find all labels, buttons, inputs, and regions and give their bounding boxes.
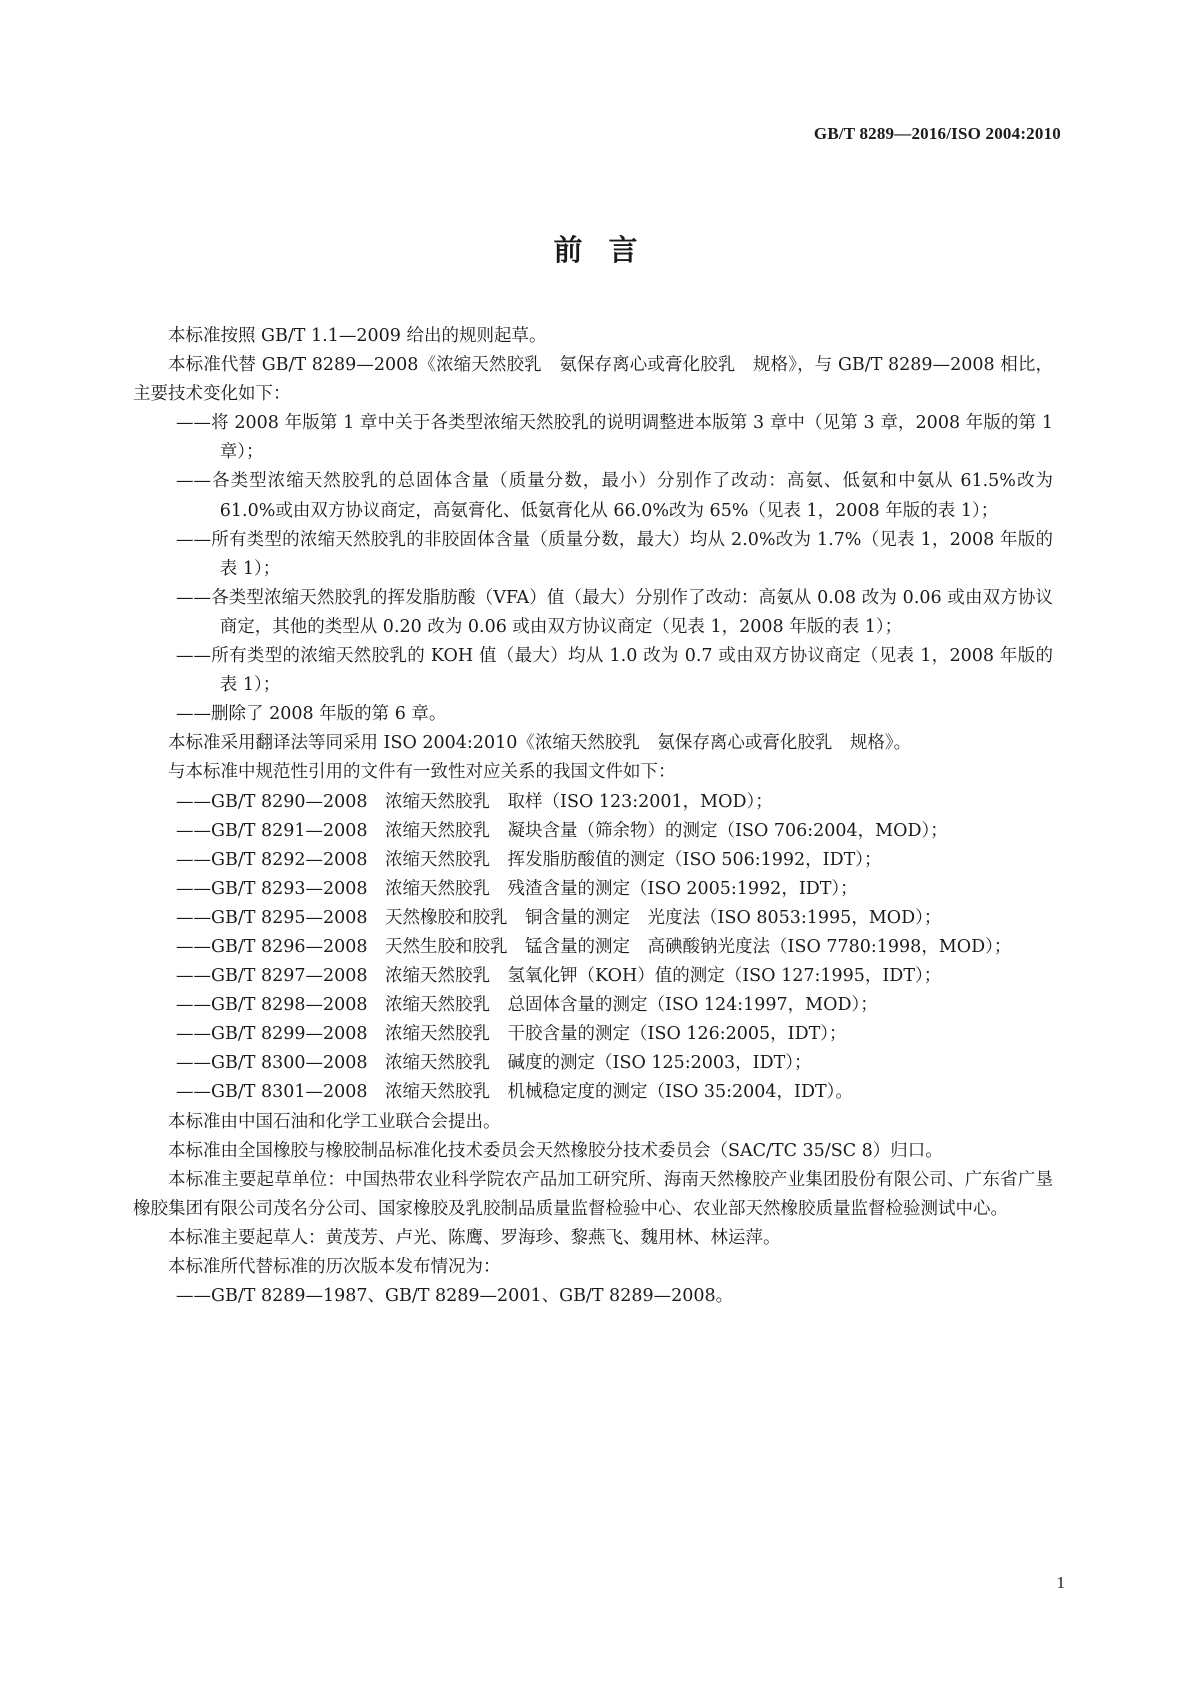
- list-item: ——各类型浓缩天然胶乳的总固体含量（质量分数，最小）分别作了改动：高氨、低氨和中氨从 61.5%改为 61.0%或由双方协议商定，高氨膏化、低氨膏化从 66.0%改为 65%（见表 1，2008 年版的表 1）；: [176, 471, 1053, 521]
- history-item: ——GB/T 8289—1987、GB/T 8289—2001、GB/T 8289—2008。: [176, 1286, 734, 1307]
- document-code: GB/T 8289—2016/ISO 2004:2010: [813, 124, 1061, 143]
- paragraph: 与本标准中规范性引用的文件有一致性对应关系的我国文件如下：: [168, 762, 676, 783]
- list-item: ——所有类型的浓缩天然胶乳的非胶固体含量（质量分数，最大）均从 2.0%改为 1.7%（见表 1，2008 年版的表 1）；: [176, 529, 1053, 579]
- list-item: ——所有类型的浓缩天然胶乳的 KOH 值（最大）均从 1.0 改为 0.7 或由双方协议商定（见表 1，2008 年版的表 1）；: [176, 646, 1053, 696]
- paragraph: 本标准所代替标准的历次版本发布情况为：: [168, 1257, 501, 1277]
- reference-item: ——GB/T 8295—2008 天然橡胶和胶乳 铜含量的测定 光度法（ISO 8053:1995，MOD）；: [176, 907, 942, 928]
- paragraph: 本标准采用翻译法等同采用 ISO 2004:2010《浓缩天然胶乳 氨保存离心或膏化胶乳 规格》。: [168, 733, 912, 754]
- reference-item: ——GB/T 8300—2008 浓缩天然胶乳 碱度的测定（ISO 125:2003，IDT）；: [176, 1053, 812, 1074]
- list-item: ——删除了 2008 年版的第 6 章。: [176, 704, 447, 725]
- reference-item: ——GB/T 8290—2008 浓缩天然胶乳 取样（ISO 123:2001，MOD）；: [176, 791, 773, 812]
- page-number: 1: [1056, 1573, 1065, 1592]
- reference-item: ——GB/T 8291—2008 浓缩天然胶乳 凝块含量（筛余物）的测定（ISO 706:2004，MOD）；: [176, 820, 948, 841]
- list-item: ——各类型浓缩天然胶乳的挥发脂肪酸（VFA）值（最大）分别作了改动：高氨从 0.08 改为 0.06 或由双方协议商定，其他的类型从 0.20 改为 0.06 或由双方协议商定（见表 1，2008 年版的表 1）；: [176, 587, 1053, 637]
- paragraph: 本标准由全国橡胶与橡胶制品标准化技术委员会天然橡胶分技术委员会（SAC/TC 35/SC 8）归口。: [168, 1140, 943, 1161]
- paragraph: 本标准主要起草单位：中国热带农业科学院农产品加工研究所、海南天然橡胶产业集团股份有限公司、广东省广垦橡胶集团有限公司茂名分公司、国家橡胶及乳胶制品质量监督检验中心、农业部天然橡胶质量监督检验测试中心。: [133, 1169, 1053, 1219]
- reference-item: ——GB/T 8299—2008 浓缩天然胶乳 干胶含量的测定（ISO 126:2005，IDT）；: [176, 1024, 847, 1045]
- reference-item: ——GB/T 8301—2008 浓缩天然胶乳 机械稳定度的测定（ISO 35:2004，IDT）。: [176, 1082, 853, 1103]
- paragraph: 本标准按照 GB/T 1.1—2009 给出的规则起草。: [168, 326, 547, 346]
- page-title: 前言: [553, 233, 664, 267]
- reference-item: ——GB/T 8297—2008 浓缩天然胶乳 氢氧化钾（KOH）值的测定（ISO 127:1995，IDT）；: [176, 966, 942, 987]
- paragraph: 本标准由中国石油和化学工业联合会提出。: [168, 1111, 501, 1132]
- reference-item: ——GB/T 8292—2008 浓缩天然胶乳 挥发脂肪酸值的测定（ISO 506:1992，IDT）；: [176, 849, 882, 870]
- list-item: ——将 2008 年版第 1 章中关于各类型浓缩天然胶乳的说明调整进本版第 3 章中（见第 3 章，2008 年版的第 1 章）；: [176, 413, 1053, 463]
- foreword-body: [133, 322, 1053, 1311]
- reference-item: ——GB/T 8296—2008 天然生胶和胶乳 锰含量的测定 高碘酸钠光度法（ISO 7780:1998，MOD）；: [176, 936, 1012, 957]
- paragraph: 本标准代替 GB/T 8289—2008《浓缩天然胶乳 氨保存离心或膏化胶乳 规格》，与 GB/T 8289—2008 相比，主要技术变化如下：: [133, 355, 1053, 405]
- reference-item: ——GB/T 8298—2008 浓缩天然胶乳 总固体含量的测定（ISO 124:1997，MOD）；: [176, 995, 878, 1016]
- reference-item: ——GB/T 8293—2008 浓缩天然胶乳 残渣含量的测定（ISO 2005:1992，IDT）；: [176, 878, 858, 899]
- paragraph: 本标准主要起草人：黄茂芳、卢光、陈鹰、罗海珍、黎燕飞、魏用林、林运萍。: [168, 1227, 781, 1248]
